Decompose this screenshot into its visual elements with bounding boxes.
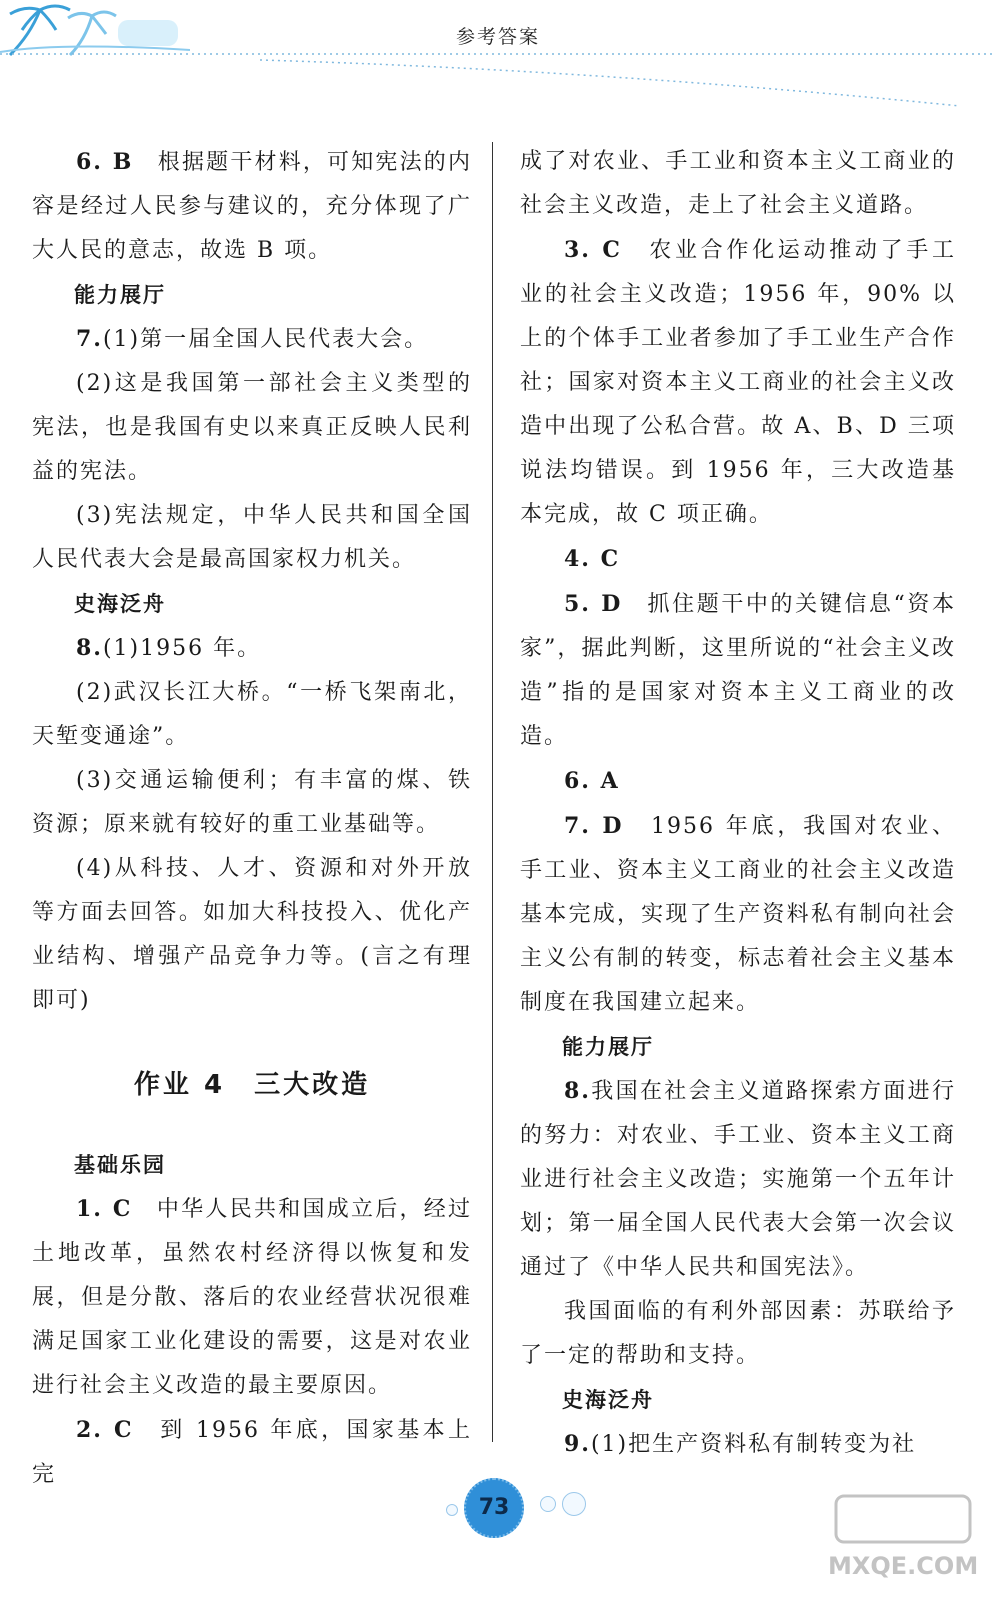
column-divider [492,142,493,1442]
answer-paragraph [520,1422,956,1467]
question-number: 7. D [564,813,624,839]
question-number: 2. C [76,1417,134,1443]
paragraph-text: (1)把生产资料私有制转变为社 [590,1432,917,1457]
answer-paragraph [520,1069,956,1290]
paragraph-text: (4)从科技、人才、资源和对外开放等方面去回答。如加大科技投入、优化产业结构、增强产品竞争力等。(言之有理即可) [32,856,472,1013]
header-dotted-line-icon [0,0,996,110]
paragraph-text: (2)这是我国第一部社会主义类型的宪法，也是我国有史以来真正反映人民利益的宪法。 [32,371,472,484]
answer-paragraph [520,228,956,537]
answer-paragraph [520,140,956,228]
question-number: 5. D [564,591,623,617]
paragraph-text: 抓住题干中的关键信息“资本家”，据此判断，这里所说的“社会主义改造”指的是国家对资本主义工商业的改造。 [520,592,956,749]
section-heading [520,1025,956,1069]
answer-paragraph [32,626,472,671]
question-number: 7. [76,326,103,352]
answer-paragraph [520,582,956,759]
paragraph-text: 作业 4 三大改造 [133,1070,371,1100]
answer-paragraph [32,1408,472,1497]
bubble-icon [540,1496,556,1512]
section-heading [32,1143,472,1187]
page-header [0,0,996,60]
answer-paragraph [32,317,472,362]
watermark-seal-icon [828,1490,978,1550]
question-number: 6. A [564,768,620,794]
question-number: 1. C [76,1196,133,1222]
answer-paragraph [32,494,472,582]
paragraph-text: 史海泛舟 [74,592,166,616]
question-number: 8. [76,635,103,661]
answer-paragraph [520,1290,956,1378]
paragraph-text: (1)1956 年。 [102,636,262,661]
watermark-logo [828,1490,978,1580]
paragraph-text: 根据题干材料，可知宪法的内容是经过人民参与建议的，充分体现了广大人民的意志，故选 B 项。 [32,150,472,263]
paragraph-text: (1)第一届全国人民代表大会。 [102,327,429,352]
chapter-title [32,1063,472,1107]
answer-paragraph [520,537,956,582]
question-number: 8. [564,1078,591,1104]
paragraph-text: 成了对农业、手工业和资本主义工商业的社会主义改造，走上了社会主义道路。 [520,149,956,218]
paragraph-text: 中华人民共和国成立后，经过土地改革，虽然农村经济得以恢复和发展，但是分散、落后的农业经营状况很难满足国家工业化建设的需要，这是对农业进行社会主义改造的最主要原因。 [32,1197,472,1398]
answer-paragraph [32,140,472,273]
paragraph-text: 我国在社会主义道路探索方面进行的努力：对农业、手工业、资本主义工商业进行社会主义改造；实施第一个五年计划；第一届全国人民代表大会第一次会议通过了《中华人民共和国宪法》。 [520,1079,956,1280]
question-number: 9. [564,1431,591,1457]
answer-paragraph [520,759,956,804]
page-number: 73 [464,1478,524,1538]
section-heading [32,582,472,626]
question-number: 6. B [76,149,134,175]
header-title: 参考答案 [455,26,540,48]
question-number: 3. C [564,237,622,263]
watermark-text: MXQE.COM [828,1552,979,1580]
left-column [32,140,472,1497]
paragraph-text: 史海泛舟 [562,1388,654,1412]
bubble-icon [562,1492,586,1516]
paragraph-text: 农业合作化运动推动了手工业的社会主义改造；1956 年，90% 以上的个体手工业者参加了手工业生产合作社；国家对资本主义工商业的社会主义改造中出现了公私合营。故 A、B、D 三项说法均错误。到 1956 年，三大改造基本完成，故 C 项正确。 [520,238,956,527]
paragraph-text: 基础乐园 [74,1153,166,1177]
right-column [520,140,956,1467]
paragraph-text: 我国面临的有利外部因素：苏联给予了一定的帮助和支持。 [520,1299,956,1368]
answer-paragraph [32,759,472,847]
answer-paragraph [520,804,956,1025]
question-number: 4. C [564,546,621,572]
answer-paragraph [32,362,472,494]
bubble-icon [446,1504,458,1516]
section-heading [520,1378,956,1422]
paragraph-text: (3)宪法规定，中华人民共和国全国人民代表大会是最高国家权力机关。 [32,503,472,572]
paragraph-text: 1956 年底，我国对农业、手工业、资本主义工商业的社会主义改造基本完成，实现了生产资料私有制向社会主义公有制的转变，标志着社会主义基本制度在我国建立起来。 [520,814,956,1015]
answer-paragraph [32,671,472,759]
answer-paragraph [32,847,472,1023]
paragraph-text: 到 1956 年底，国家基本上完 [32,1418,472,1487]
answer-paragraph [32,1187,472,1408]
paragraph-text: 能力展厅 [562,1035,654,1059]
paragraph-text: (2)武汉长江大桥。“一桥飞架南北，天堑变通途”。 [32,680,472,749]
paragraph-text: (3)交通运输便利；有丰富的煤、铁资源；原来就有较好的重工业基础等。 [32,768,472,837]
section-heading [32,273,472,317]
paragraph-text: 能力展厅 [74,283,166,307]
